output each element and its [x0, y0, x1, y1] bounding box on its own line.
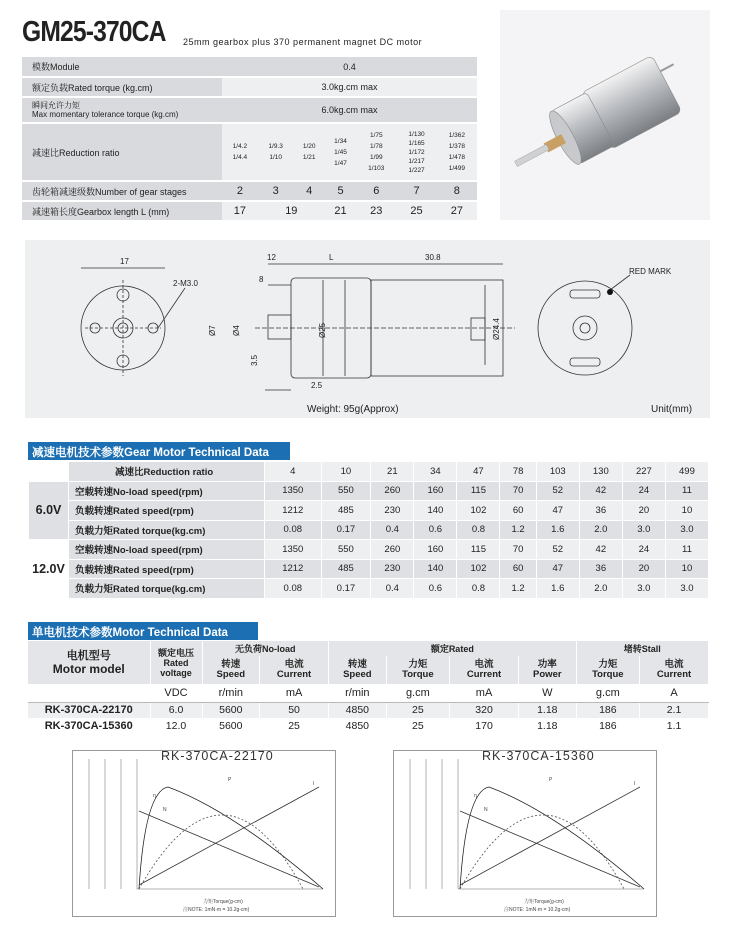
- unit-cell: W: [519, 684, 577, 702]
- ratio-cell: 103: [536, 462, 579, 482]
- ratio-text: 1/21: [302, 154, 316, 161]
- ratio-text: 1/9.3: [268, 143, 283, 150]
- ratio-cell: 130: [579, 462, 622, 482]
- ratio-text: 1/4.4: [232, 154, 248, 161]
- cell: 140: [414, 501, 457, 521]
- dim-3-5: 3.5: [250, 354, 259, 366]
- col-cn: 力矩: [598, 659, 618, 670]
- cell: 4850: [329, 718, 387, 734]
- cell: 2.1: [640, 702, 709, 718]
- ratio-cell: 499: [665, 462, 708, 482]
- stage-value: 5: [325, 181, 356, 201]
- cell: 2.0: [579, 579, 622, 599]
- cell: 102: [457, 501, 500, 521]
- ratio-text: 1/20: [302, 143, 316, 150]
- ratio-cell: 10: [321, 462, 371, 482]
- page-title: GM25-370CA: [22, 16, 166, 48]
- ratio-text: 1/172: [408, 148, 425, 156]
- module-label: 模数Module: [22, 57, 222, 77]
- n-label: N: [163, 807, 167, 813]
- stage-value: 6: [356, 181, 396, 201]
- rated-torque-value: 3.0kg.cm max: [222, 77, 477, 97]
- stage-value: 7: [396, 181, 436, 201]
- col-cn: 转速: [221, 659, 241, 670]
- dim-30-8: 30.8: [425, 253, 441, 262]
- col-en: Torque: [402, 669, 434, 680]
- length-value: 21: [325, 201, 356, 221]
- stage-value: 2: [222, 181, 258, 201]
- cell: 0.6: [414, 520, 457, 540]
- ratio-text: 1/47: [334, 159, 347, 167]
- length-value: 25: [396, 201, 436, 221]
- i-label: I: [313, 781, 315, 787]
- cell: 1.6: [536, 520, 579, 540]
- cell: 47: [536, 501, 579, 521]
- col-cn: 力矩: [408, 659, 428, 670]
- col-en: Speed: [343, 669, 372, 680]
- cell: 10: [665, 559, 708, 579]
- cell: 1350: [265, 540, 322, 560]
- spec-table: [22, 57, 477, 222]
- stage-value: 3: [258, 181, 294, 201]
- curve-title: RK-370CA-22170: [161, 749, 274, 763]
- p-label: P: [549, 777, 553, 783]
- performance-curve-22170: [72, 750, 336, 917]
- ratio-text: 1/165: [408, 139, 425, 147]
- dim-phi25: Ø25: [318, 322, 327, 338]
- length-value: 17: [222, 201, 258, 221]
- dim-2m3: 2-M3.0: [173, 279, 198, 288]
- product-photo: [500, 10, 710, 220]
- cell: 52: [536, 481, 579, 501]
- cell: 186: [576, 702, 639, 718]
- max-torque-label-en: Max momentary tolerance torque (kg.cm): [32, 110, 179, 119]
- row-label: 负载转速Rated speed(rpm): [69, 559, 265, 579]
- dim-2-5: 2.5: [311, 381, 323, 390]
- cell: 20: [622, 501, 665, 521]
- ratio-text: 1/378: [448, 143, 465, 150]
- ratio-text: 1/478: [448, 154, 465, 161]
- cell: 1.1: [640, 718, 709, 734]
- cell: 0.17: [321, 579, 371, 599]
- ratio-text: 1/34: [334, 137, 347, 145]
- cell: 24: [622, 481, 665, 501]
- cell: 0.6: [414, 579, 457, 599]
- col-header: [519, 656, 577, 684]
- x-axis-label: 力矩Torque(g-cm): [203, 899, 243, 905]
- ratio-text: 1/362: [448, 132, 465, 139]
- cell: 20: [622, 559, 665, 579]
- reduction-col: [258, 123, 294, 181]
- col-en: Speed: [216, 669, 246, 680]
- cell: 102: [457, 559, 500, 579]
- cell: 70: [500, 540, 536, 560]
- cell: 11: [665, 481, 708, 501]
- cell: 25: [386, 702, 449, 718]
- cell: 160: [414, 481, 457, 501]
- ratio-text: 1/227: [408, 166, 425, 174]
- ratio-text: 1/45: [334, 148, 347, 156]
- motor-data-table: [28, 641, 709, 734]
- dim-phi7: Ø7: [208, 325, 217, 336]
- stage-value: 4: [294, 181, 325, 201]
- noload-group: 无负荷No-load: [202, 641, 329, 656]
- cell: 0.08: [265, 579, 322, 599]
- cell: 1212: [265, 501, 322, 521]
- cell: 60: [500, 559, 536, 579]
- row-label: 空载转速No-load speed(rpm): [69, 540, 265, 560]
- curve-title: RK-370CA-15360: [482, 749, 595, 763]
- cell: 36: [579, 501, 622, 521]
- ratio-text: 1/78: [369, 143, 383, 150]
- cell: 115: [457, 481, 500, 501]
- cell: 42: [579, 540, 622, 560]
- cell: 260: [371, 481, 414, 501]
- cell: 140: [414, 559, 457, 579]
- reduction-col: [294, 123, 325, 181]
- cell: 170: [450, 718, 519, 734]
- cell: 160: [414, 540, 457, 560]
- cell: 1.6: [536, 579, 579, 599]
- model-header: [28, 641, 150, 684]
- col-cn: 电流: [664, 659, 684, 670]
- cell: 550: [321, 481, 371, 501]
- cell: 3.0: [665, 520, 708, 540]
- voltage-en: Rated voltage: [160, 657, 192, 678]
- col-en: Power: [533, 669, 562, 680]
- cell: 1.2: [500, 579, 536, 599]
- col-header: [260, 656, 329, 684]
- motor-section-title: 单电机技术参数Motor Technical Data: [28, 622, 258, 640]
- cell: 1350: [265, 481, 322, 501]
- voltage-6v: 6.0V: [29, 481, 69, 540]
- note-label: 注NOTE: 1mN·m = 10.2g-cm): [183, 907, 250, 913]
- cell: 0.4: [371, 579, 414, 599]
- length-value: 23: [356, 201, 396, 221]
- col-en: Current: [466, 669, 502, 680]
- ratio-text: 1/130: [408, 130, 425, 138]
- ratio-text: 1/4.2: [232, 143, 248, 150]
- col-cn: 电流: [474, 659, 494, 670]
- cell: 230: [371, 501, 414, 521]
- module-value: 0.4: [222, 57, 477, 77]
- page-subtitle: 25mm gearbox plus 370 permanent magnet DC motor: [183, 37, 423, 47]
- reduction-col: [356, 123, 396, 181]
- cell: 2.0: [579, 520, 622, 540]
- stall-group: 堵转Stall: [576, 641, 708, 656]
- cell: 115: [457, 540, 500, 560]
- i-label: I: [634, 781, 636, 787]
- cell: 1.2: [500, 520, 536, 540]
- voltage-cn: 额定电压: [157, 647, 194, 658]
- cell: 0.17: [321, 520, 371, 540]
- reduction-col: [325, 123, 356, 181]
- cell: 6.0: [150, 702, 202, 718]
- gear-section-title: 减速电机技术参数Gear Motor Technical Data: [28, 442, 290, 460]
- eta-label: η: [474, 793, 477, 799]
- voltage-12v: 12.0V: [29, 540, 69, 599]
- row-label: 负载力矩Rated torque(kg.cm): [69, 520, 265, 540]
- cell: 12.0: [150, 718, 202, 734]
- col-en: Current: [656, 669, 692, 680]
- ratio-cell: 34: [414, 462, 457, 482]
- row-label: 空载转速No-load speed(rpm): [69, 481, 265, 501]
- ratio-text: 1/103: [368, 165, 385, 172]
- reduction-col: [437, 123, 477, 181]
- col-cn: 转速: [347, 659, 367, 670]
- cell: 52: [536, 540, 579, 560]
- cell: 36: [579, 559, 622, 579]
- cell: 0.08: [265, 520, 322, 540]
- reduction-col: [222, 123, 258, 181]
- ratio-cell: 4: [265, 462, 322, 482]
- cell: 1.18: [519, 702, 577, 718]
- cell: 3.0: [622, 520, 665, 540]
- cell: 50: [260, 702, 329, 718]
- unit-cell: g.cm: [576, 684, 639, 702]
- dim-L: L: [329, 253, 334, 262]
- dim-8: 8: [259, 275, 264, 284]
- cell: 10: [665, 501, 708, 521]
- row-label: 负载转速Rated speed(rpm): [69, 501, 265, 521]
- max-torque-label: [22, 97, 222, 123]
- cell: 5600: [202, 718, 260, 734]
- unit-label: Unit(mm): [651, 404, 693, 415]
- unit-cell: r/min: [202, 684, 260, 702]
- cell: 42: [579, 481, 622, 501]
- col-header: [450, 656, 519, 684]
- dim-17: 17: [120, 257, 129, 266]
- unit-cell: g.cm: [386, 684, 449, 702]
- dim-phi4: Ø4: [232, 325, 241, 336]
- weight-label: Weight: 95g(Approx): [307, 404, 399, 415]
- unit-cell: VDC: [150, 684, 202, 702]
- cell: 230: [371, 559, 414, 579]
- cell: 485: [321, 559, 371, 579]
- col-header: [576, 656, 639, 684]
- cell: 0.4: [371, 520, 414, 540]
- reduction-col: [396, 123, 436, 181]
- ratio-text: 1/499: [448, 165, 465, 172]
- ratio-cell: 47: [457, 462, 500, 482]
- length-label: 减速箱长度Gearbox length L (mm): [22, 201, 222, 221]
- red-mark-label: RED MARK: [629, 267, 672, 276]
- model-cell: RK-370CA-15360: [28, 718, 150, 734]
- voltage-header: [150, 641, 202, 684]
- rated-torque-label: 额定负载Rated torque (kg.cm): [22, 77, 222, 97]
- cell: 25: [386, 718, 449, 734]
- ratio-text: 1/99: [369, 154, 383, 161]
- cell: 320: [450, 702, 519, 718]
- ratio-label: 减速比Reduction ratio: [69, 462, 265, 482]
- col-header: [386, 656, 449, 684]
- ratio-text: 1/75: [369, 132, 383, 139]
- length-value: 27: [437, 201, 477, 221]
- note-label: 注NOTE: 1mN·m = 10.2g-cm): [504, 907, 571, 913]
- cell: 0.8: [457, 579, 500, 599]
- ratio-text: 1/10: [269, 154, 282, 161]
- model-cell: RK-370CA-22170: [28, 702, 150, 718]
- x-axis-label: 力矩Torque(g-cm): [524, 899, 564, 905]
- col-cn: 功率: [537, 659, 557, 670]
- rated-group: 额定Rated: [329, 641, 577, 656]
- ratio-cell: 21: [371, 462, 414, 482]
- col-header: [329, 656, 387, 684]
- max-torque-label-cn: 瞬间允许力矩: [32, 101, 80, 110]
- gear-data-table: [28, 461, 709, 599]
- p-label: P: [228, 777, 232, 783]
- ratio-cell: 227: [622, 462, 665, 482]
- cell: 11: [665, 540, 708, 560]
- n-label: N: [484, 807, 488, 813]
- cell: 24: [622, 540, 665, 560]
- row-label: 负载力矩Rated torque(kg.cm): [69, 579, 265, 599]
- stage-value: 8: [437, 181, 477, 201]
- col-en: Torque: [592, 669, 624, 680]
- unit-cell: r/min: [329, 684, 387, 702]
- reduction-label: 减速比Reduction ratio: [22, 123, 222, 181]
- unit-spacer: [28, 684, 150, 702]
- col-header: [202, 656, 260, 684]
- col-cn: 电流: [284, 659, 304, 670]
- cell: 25: [260, 718, 329, 734]
- cell: 485: [321, 501, 371, 521]
- cell: 47: [536, 559, 579, 579]
- stages-label: 齿轮箱减速级数Number of gear stages: [22, 181, 222, 201]
- cell: 1212: [265, 559, 322, 579]
- cell: 3.0: [665, 579, 708, 599]
- cell: 1.18: [519, 718, 577, 734]
- technical-drawing: [25, 240, 710, 418]
- ratio-cell: 78: [500, 462, 536, 482]
- cell: 186: [576, 718, 639, 734]
- cell: 550: [321, 540, 371, 560]
- model-en: Motor model: [52, 661, 125, 676]
- col-header: [640, 656, 709, 684]
- cell: 4850: [329, 702, 387, 718]
- performance-curve-15360: [393, 750, 657, 917]
- cell: 3.0: [622, 579, 665, 599]
- spacer: [29, 462, 69, 482]
- ratio-text: 1/217: [408, 157, 425, 165]
- max-torque-value: 6.0kg.cm max: [222, 97, 477, 123]
- cell: 5600: [202, 702, 260, 718]
- model-cn: 电机型号: [66, 649, 111, 662]
- cell: 260: [371, 540, 414, 560]
- cell: 70: [500, 481, 536, 501]
- eta-label: η: [153, 793, 156, 799]
- dim-phi24-4: Ø24.4: [492, 318, 501, 340]
- length-value: 19: [258, 201, 325, 221]
- cell: 0.8: [457, 520, 500, 540]
- dim-12: 12: [267, 253, 276, 262]
- col-en: Current: [276, 669, 312, 680]
- unit-cell: A: [640, 684, 709, 702]
- unit-cell: mA: [450, 684, 519, 702]
- unit-cell: mA: [260, 684, 329, 702]
- cell: 60: [500, 501, 536, 521]
